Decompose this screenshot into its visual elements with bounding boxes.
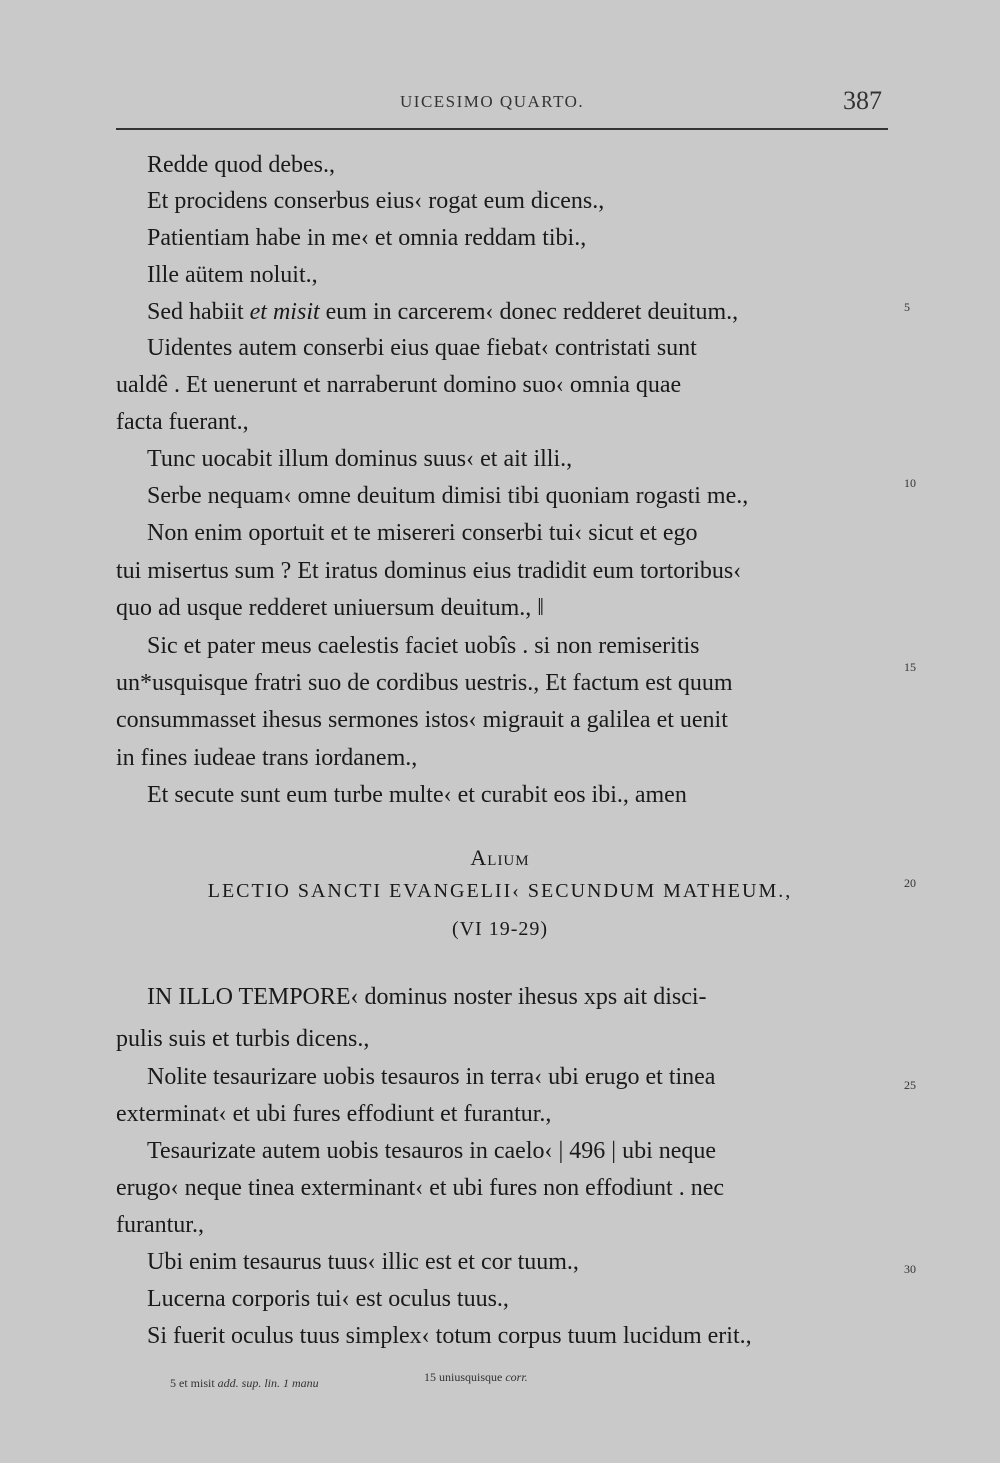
- text-line-12: tui misertus sum ? Et iratus dominus eius tradidit eum tortoribus‹: [116, 558, 742, 584]
- text-line-7: ualdê . Et uenerunt et narraberunt domino suo‹ omnia quae: [116, 372, 682, 398]
- footnote-2-italic: corr.: [505, 1370, 528, 1384]
- text-line-17: in fines iudeae trans iordanem.,: [116, 745, 418, 771]
- text-line-28: Si fuerit oculus tuus simplex‹ totum corpus tuum lucidum erit.,: [147, 1323, 752, 1349]
- text-line-2: Et procidens conserbus eius‹ rogat eum dicens.,: [147, 188, 605, 214]
- line-number-10: 10: [904, 476, 916, 490]
- text-line-3: Patientiam habe in me‹ et omnia reddam tibi.,: [147, 225, 587, 251]
- footnote-2: [424, 1370, 528, 1385]
- text-line-16: consummasset ihesus sermones istos‹ migrauit a galilea et uenit: [116, 707, 728, 733]
- text-line-9: Tunc uocabit illum dominus suus‹ et ait illi.,: [147, 446, 573, 472]
- footnote-2-number: 15: [424, 1370, 436, 1384]
- text-line-10: Serbe nequam‹ omne deuitum dimisi tibi quoniam rogasti me.,: [147, 483, 749, 509]
- text-line-4: Ille aütem noluit.,: [147, 262, 318, 288]
- text-line-11: Non enim oportuit et te misereri conserbi tui‹ sicut et ego: [147, 520, 698, 546]
- text-line-23: Tesaurizate autem uobis tesauros in caelo‹ | 496 | ubi neque: [147, 1138, 717, 1164]
- footnote-1: [170, 1376, 319, 1391]
- section-reference: (VI 19-29): [451, 918, 549, 940]
- footnote-1-italic: add. sup. lin. 1 manu: [217, 1376, 319, 1390]
- line-number-15: 15: [904, 660, 916, 674]
- text-line-5-before: Sed habiit: [147, 299, 250, 325]
- line-number-20: 20: [904, 876, 916, 890]
- header-rule: [116, 128, 888, 130]
- line-number-5: 5: [904, 300, 910, 314]
- running-head: UICESIMO QUARTO.: [400, 92, 585, 111]
- text-line-5: [0, 297, 1000, 327]
- text-line-27: Lucerna corporis tui‹ est oculus tuus.,: [147, 1286, 509, 1312]
- line-number-25: 25: [904, 1078, 916, 1092]
- text-line-14: Sic et pater meus caelestis faciet uobîs . si non remiseritis: [147, 633, 700, 659]
- page-number: 387: [843, 86, 882, 115]
- text-line-19: IN ILLO TEMPORE‹ dominus noster ihesus xps ait disci-: [147, 984, 707, 1010]
- text-line-13: quo ad usque redderet uniuersum deuitum., ‖: [116, 595, 544, 621]
- line-number-30: 30: [904, 1262, 916, 1276]
- footnote-2-text: uniusquisque: [439, 1370, 503, 1384]
- text-line-6: Uidentes autem conserbi eius quae fiebat‹ contristati sunt: [147, 335, 697, 361]
- text-line-22: exterminat‹ et ubi fures effodiunt et furantur.,: [116, 1101, 552, 1127]
- footnote-1-text: et misit: [179, 1376, 215, 1390]
- text-line-24: erugo‹ neque tinea exterminant‹ et ubi fures non effodiunt . nec: [116, 1175, 725, 1201]
- section-label: Alium: [470, 845, 530, 870]
- text-line-5-after: eum in carcerem‹ donec redderet deuitum.,: [319, 299, 739, 325]
- text-line-26: Ubi enim tesaurus tuus‹ illic est et cor tuum.,: [147, 1249, 579, 1275]
- text-line-25: furantur.,: [116, 1212, 204, 1238]
- section-title: LECTIO SANCTI EVANGELII‹ SECUNDUM MATHEUM.,: [207, 880, 793, 902]
- text-line-8: facta fuerant.,: [116, 409, 249, 435]
- text-line-20: pulis suis et turbis dicens.,: [116, 1026, 370, 1052]
- footnote-1-number: 5: [170, 1376, 176, 1390]
- text-line-5-italic: et misit: [249, 299, 320, 325]
- text-line-21: Nolite tesaurizare uobis tesauros in terra‹ ubi erugo et tinea: [147, 1064, 716, 1090]
- text-line-1: Redde quod debes.,: [147, 152, 335, 178]
- text-line-15: un*usquisque fratri suo de cordibus uestris., Et factum est quum: [116, 670, 733, 696]
- text-line-18: Et secute sunt eum turbe multe‹ et curabit eos ibi., amen: [147, 782, 687, 808]
